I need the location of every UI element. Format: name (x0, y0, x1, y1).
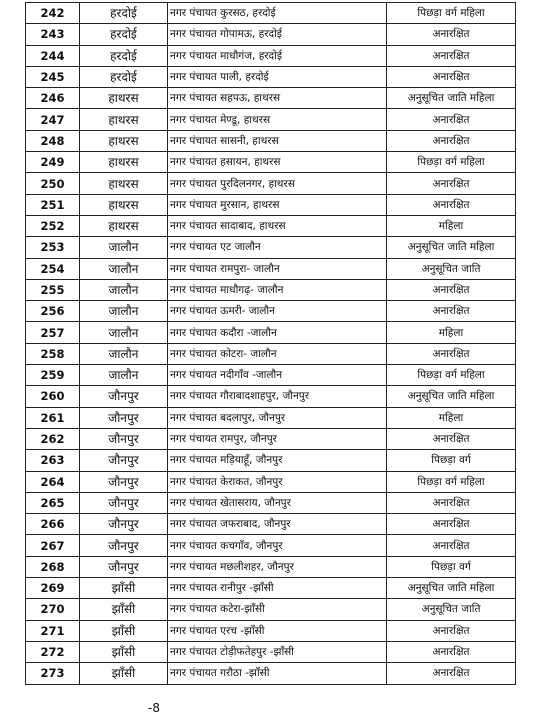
district-cell: जौनपुर (80, 471, 168, 492)
reservation-table (25, 2, 516, 685)
nagar-panchayat-cell: नगर पंचायत एरच -झाँसी (168, 620, 387, 641)
district-cell: हाथरस (80, 152, 168, 173)
table-row (26, 109, 516, 130)
serial-number-cell: 264 (26, 471, 80, 492)
table-row (26, 322, 516, 343)
nagar-panchayat-cell: नगर पंचायत सादाबाद, हाथरस (168, 215, 387, 236)
reservation-category-cell: अनुसूचित जाति महिला (387, 578, 516, 599)
district-cell: जौनपुर (80, 407, 168, 428)
serial-number-cell: 242 (26, 3, 80, 24)
nagar-panchayat-cell: नगर पंचायत पुरदिलनगर, हाथरस (168, 173, 387, 194)
serial-number-cell: 271 (26, 620, 80, 641)
table-row (26, 386, 516, 407)
district-cell: हरदोई (80, 66, 168, 87)
table-row (26, 641, 516, 662)
nagar-panchayat-cell: नगर पंचायत जफराबाद, जौनपुर (168, 514, 387, 535)
district-cell: जालौन (80, 279, 168, 300)
nagar-panchayat-cell: नगर पंचायत एट जालौन (168, 237, 387, 258)
district-cell: जौनपुर (80, 535, 168, 556)
district-cell: जालौन (80, 365, 168, 386)
serial-number-cell: 257 (26, 322, 80, 343)
nagar-panchayat-cell: नगर पंचायत कचगाँव, जौनपुर (168, 535, 387, 556)
table-row (26, 492, 516, 513)
serial-number-cell: 253 (26, 237, 80, 258)
nagar-panchayat-cell: नगर पंचायत बदलापुर, जौनपुर (168, 407, 387, 428)
reservation-category-cell: पिछड़ा वर्ग महिला (387, 3, 516, 24)
table-row (26, 301, 516, 322)
serial-number-cell: 266 (26, 514, 80, 535)
reservation-category-cell: अनारक्षित (387, 45, 516, 66)
serial-number-cell: 263 (26, 450, 80, 471)
table-row (26, 471, 516, 492)
serial-number-cell: 243 (26, 24, 80, 45)
serial-number-cell: 244 (26, 45, 80, 66)
district-cell: जौनपुर (80, 492, 168, 513)
district-cell: जौनपुर (80, 450, 168, 471)
table-row (26, 173, 516, 194)
nagar-panchayat-cell: नगर पंचायत पाली, हरदोई (168, 66, 387, 87)
table-row (26, 258, 516, 279)
nagar-panchayat-cell: नगर पंचायत कुरसठ, हरदोई (168, 3, 387, 24)
serial-number-cell: 270 (26, 599, 80, 620)
table-row (26, 450, 516, 471)
page-number-mark: -8 (148, 701, 160, 715)
district-cell: जालौन (80, 322, 168, 343)
table-row (26, 407, 516, 428)
serial-number-cell: 255 (26, 279, 80, 300)
reservation-category-cell: अनारक्षित (387, 66, 516, 87)
nagar-panchayat-cell: नगर पंचायत नदीगाँव -जालौन (168, 365, 387, 386)
serial-number-cell: 256 (26, 301, 80, 322)
reservation-category-cell: अनारक्षित (387, 279, 516, 300)
district-cell: जौनपुर (80, 386, 168, 407)
table-row (26, 428, 516, 449)
serial-number-cell: 273 (26, 663, 80, 684)
table-row (26, 24, 516, 45)
reservation-category-cell: महिला (387, 215, 516, 236)
table-row (26, 343, 516, 364)
reservation-category-cell: महिला (387, 407, 516, 428)
table-row (26, 88, 516, 109)
nagar-panchayat-cell: नगर पंचायत मेण्डू, हाथरस (168, 109, 387, 130)
table-row (26, 514, 516, 535)
district-cell: हाथरस (80, 130, 168, 151)
reservation-category-cell: पिछड़ा वर्ग महिला (387, 152, 516, 173)
reservation-category-cell: अनुसूचित जाति (387, 258, 516, 279)
reservation-category-cell: अनुसूचित जाति महिला (387, 386, 516, 407)
serial-number-cell: 262 (26, 428, 80, 449)
district-cell: हाथरस (80, 194, 168, 215)
district-cell: झाँसी (80, 578, 168, 599)
reservation-category-cell: पिछड़ा वर्ग महिला (387, 365, 516, 386)
serial-number-cell: 249 (26, 152, 80, 173)
reservation-category-cell: महिला (387, 322, 516, 343)
serial-number-cell: 258 (26, 343, 80, 364)
district-cell: हरदोई (80, 45, 168, 66)
nagar-panchayat-cell: नगर पंचायत गोपामऊ, हरदोई (168, 24, 387, 45)
nagar-panchayat-cell: नगर पंचायत रामपुर, जौनपुर (168, 428, 387, 449)
table-row (26, 215, 516, 236)
nagar-panchayat-cell: नगर पंचायत ऊमरी- जालौन (168, 301, 387, 322)
table-row (26, 535, 516, 556)
nagar-panchayat-cell: नगर पंचायत टोड़ीफतेहपुर -झाँसी (168, 641, 387, 662)
reservation-category-cell: अनारक्षित (387, 194, 516, 215)
table-row (26, 279, 516, 300)
district-cell: जौनपुर (80, 556, 168, 577)
reservation-category-cell: अनुसूचित जाति (387, 599, 516, 620)
district-cell: झाँसी (80, 641, 168, 662)
serial-number-cell: 248 (26, 130, 80, 151)
reservation-category-cell: पिछड़ा वर्ग (387, 556, 516, 577)
reservation-table-page (25, 2, 515, 685)
reservation-category-cell: अनारक्षित (387, 428, 516, 449)
district-cell: जौनपुर (80, 428, 168, 449)
nagar-panchayat-cell: नगर पंचायत माधौगढ़- जालौन (168, 279, 387, 300)
reservation-category-cell: अनारक्षित (387, 620, 516, 641)
nagar-panchayat-cell: नगर पंचायत मछलीशहर, जौनपुर (168, 556, 387, 577)
table-row (26, 130, 516, 151)
reservation-category-cell: अनारक्षित (387, 130, 516, 151)
district-cell: झाँसी (80, 599, 168, 620)
serial-number-cell: 250 (26, 173, 80, 194)
table-row (26, 599, 516, 620)
reservation-category-cell: अनारक्षित (387, 109, 516, 130)
nagar-panchayat-cell: नगर पंचायत रानीपुर -झाँसी (168, 578, 387, 599)
reservation-category-cell: पिछड़ा वर्ग (387, 450, 516, 471)
serial-number-cell: 251 (26, 194, 80, 215)
district-cell: जालौन (80, 301, 168, 322)
table-row (26, 237, 516, 258)
reservation-category-cell: अनारक्षित (387, 663, 516, 684)
reservation-category-cell: अनारक्षित (387, 343, 516, 364)
serial-number-cell: 267 (26, 535, 80, 556)
serial-number-cell: 265 (26, 492, 80, 513)
nagar-panchayat-cell: नगर पंचायत मड़ियाहूँ, जौनपुर (168, 450, 387, 471)
table-row (26, 194, 516, 215)
reservation-category-cell: अनारक्षित (387, 492, 516, 513)
serial-number-cell: 272 (26, 641, 80, 662)
table-row (26, 45, 516, 66)
reservation-category-cell: अनारक्षित (387, 24, 516, 45)
nagar-panchayat-cell: नगर पंचायत कोटरा- जालौन (168, 343, 387, 364)
serial-number-cell: 268 (26, 556, 80, 577)
nagar-panchayat-cell: नगर पंचायत गौराबादशाहपुर, जौनपुर (168, 386, 387, 407)
district-cell: हाथरस (80, 173, 168, 194)
district-cell: हाथरस (80, 215, 168, 236)
table-row (26, 66, 516, 87)
nagar-panchayat-cell: नगर पंचायत कदौरा -जालौन (168, 322, 387, 343)
district-cell: हाथरस (80, 88, 168, 109)
district-cell: हाथरस (80, 109, 168, 130)
reservation-category-cell: अनारक्षित (387, 535, 516, 556)
reservation-category-cell: पिछड़ा वर्ग महिला (387, 471, 516, 492)
table-row (26, 152, 516, 173)
district-cell: झाँसी (80, 663, 168, 684)
serial-number-cell: 254 (26, 258, 80, 279)
table-body (26, 3, 516, 685)
serial-number-cell: 269 (26, 578, 80, 599)
district-cell: जालौन (80, 258, 168, 279)
reservation-category-cell: अनुसूचित जाति महिला (387, 88, 516, 109)
serial-number-cell: 252 (26, 215, 80, 236)
table-row (26, 3, 516, 24)
nagar-panchayat-cell: नगर पंचायत माधौगंज, हरदोई (168, 45, 387, 66)
serial-number-cell: 260 (26, 386, 80, 407)
table-row (26, 556, 516, 577)
nagar-panchayat-cell: नगर पंचायत सासनी, हाथरस (168, 130, 387, 151)
table-row (26, 365, 516, 386)
nagar-panchayat-cell: नगर पंचायत सहपऊ, हाथरस (168, 88, 387, 109)
table-row (26, 578, 516, 599)
reservation-category-cell: अनारक्षित (387, 173, 516, 194)
serial-number-cell: 259 (26, 365, 80, 386)
reservation-category-cell: अनुसूचित जाति महिला (387, 237, 516, 258)
district-cell: हरदोई (80, 24, 168, 45)
district-cell: जौनपुर (80, 514, 168, 535)
nagar-panchayat-cell: नगर पंचायत रामपुरा- जालौन (168, 258, 387, 279)
reservation-category-cell: अनारक्षित (387, 514, 516, 535)
serial-number-cell: 247 (26, 109, 80, 130)
reservation-category-cell: अनारक्षित (387, 301, 516, 322)
reservation-category-cell: अनारक्षित (387, 641, 516, 662)
nagar-panchayat-cell: नगर पंचायत गरौठा -झाँसी (168, 663, 387, 684)
serial-number-cell: 261 (26, 407, 80, 428)
table-row (26, 620, 516, 641)
district-cell: हरदोई (80, 3, 168, 24)
table-row (26, 663, 516, 684)
nagar-panchayat-cell: नगर पंचायत हसायन, हाथरस (168, 152, 387, 173)
district-cell: जालौन (80, 237, 168, 258)
nagar-panchayat-cell: नगर पंचायत केराकत, जौनपुर (168, 471, 387, 492)
serial-number-cell: 245 (26, 66, 80, 87)
nagar-panchayat-cell: नगर पंचायत कटेरा-झाँसी (168, 599, 387, 620)
serial-number-cell: 246 (26, 88, 80, 109)
nagar-panchayat-cell: नगर पंचायत खेतासराय, जौनपुर (168, 492, 387, 513)
nagar-panchayat-cell: नगर पंचायत मुरसान, हाथरस (168, 194, 387, 215)
district-cell: जालौन (80, 343, 168, 364)
district-cell: झाँसी (80, 620, 168, 641)
